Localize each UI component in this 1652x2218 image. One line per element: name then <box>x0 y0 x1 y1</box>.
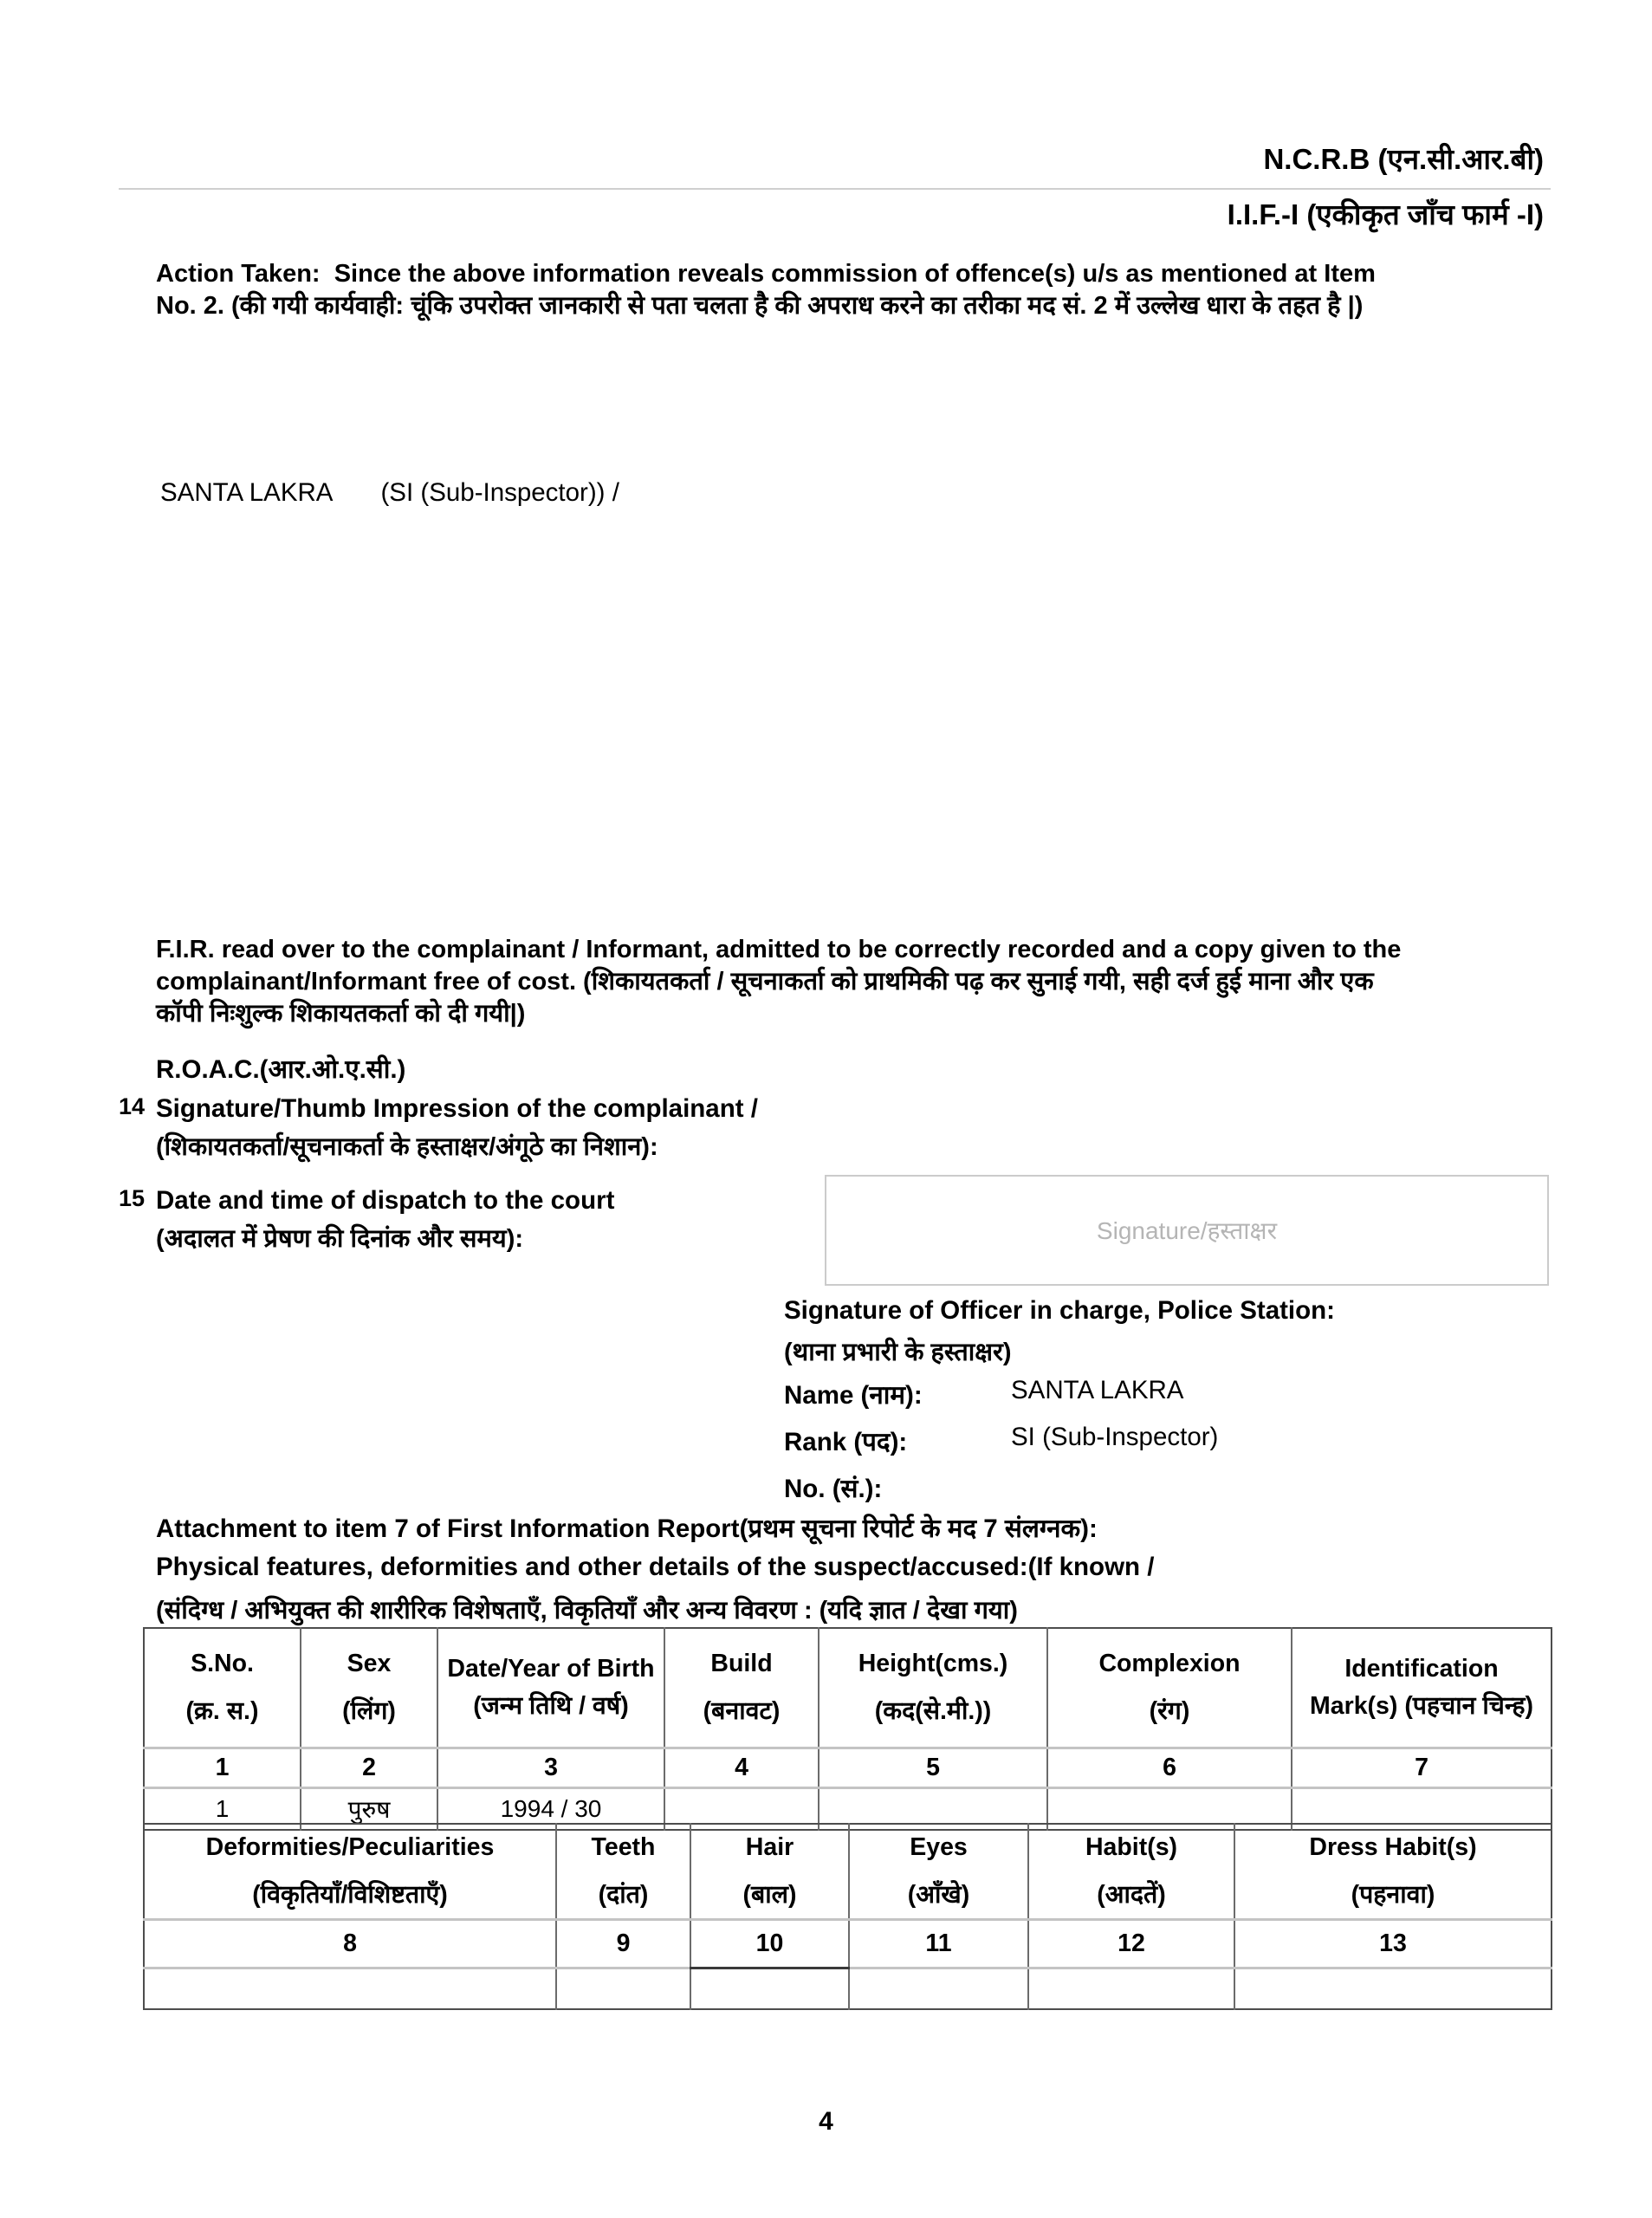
item-15-label-en: Date and time of dispatch to the court <box>156 1186 615 1215</box>
column-header-teeth: Teeth (दांत) <box>556 1824 690 1919</box>
roac-line: R.O.A.C.(आर.ओ.ए.सी.) <box>156 1055 406 1084</box>
column-header-sex: Sex (लिंग) <box>301 1628 437 1748</box>
item-14-label-en: Signature/Thumb Impression of the complainant / <box>156 1094 758 1123</box>
physical-column-numbers-row <box>144 1748 1552 1787</box>
table-data-cell <box>849 1968 1028 2009</box>
officer-no-row <box>784 1469 1442 1505</box>
column-number-cell-s-no: 1 <box>144 1748 301 1787</box>
investigating-officer-name: SANTA LAKRA <box>160 478 334 507</box>
investigating-officer-line <box>160 478 619 508</box>
officer-name-label: Name (नाम): <box>784 1381 923 1410</box>
column-number-cell-teeth: 9 <box>556 1919 690 1968</box>
officer-rank-value: SI (Sub-Inspector) <box>1011 1423 1219 1451</box>
physical-features-heading-en: Physical features, deformities and other details of the suspect/accused:(If known / <box>156 1553 1155 1581</box>
physical-header-row <box>144 1628 1552 1748</box>
column-header-complexion: Complexion (रंग) <box>1047 1628 1292 1748</box>
table-data-cell <box>1234 1968 1552 2009</box>
column-header-s-no: S.No. (क्र. स.) <box>185 1650 259 1725</box>
item-15 <box>119 1182 614 1258</box>
item-14-label-hi: (शिकायतकर्ता/सूचनाकर्ता के हस्ताक्षर/अंगूठे का निशान): <box>156 1133 658 1161</box>
physical-features-table <box>143 1627 1552 1831</box>
column-header-identification-mark-s: Identification Mark(s) (पहचान चिन्ह) <box>1292 1628 1552 1748</box>
column-header-deformities-peculiarities: Deformities/Peculiarities (विकृतियाँ/विशिष्टताएँ) <box>205 1833 495 1909</box>
ncrb-title: N.C.R.B (एन.सी.आर.बी) <box>1263 143 1544 175</box>
habits-table <box>143 1823 1552 2010</box>
column-header-dress-habit-s: Dress Habit(s) (पहनावा) <box>1234 1824 1552 1919</box>
habits-column-numbers-row <box>144 1919 1552 1968</box>
table-data-cell <box>556 1968 690 2009</box>
item-15-label-hi: (अदालत में प्रेषण की दिनांक और समय): <box>156 1225 524 1253</box>
column-number-cell-dress-habit-s: 13 <box>1234 1919 1552 1968</box>
column-header-build: Build (बनावट) <box>664 1628 819 1748</box>
fir-readover-paragraph: F.I.R. read over to the complainant / Informant, admitted to be correctly recorded and a copy given to the complainant/Informant free of cost. (शिकायतकर्ता / सूचनाकर्ता को प्राथमिकी पढ़ कर सुनाई गयी, सही दर्ज हुई माना और एक कॉपी निःशुल्क शिकायतकर्ता को दी गयी|) <box>156 936 1409 1028</box>
officer-signature-title-en: Signature of Officer in charge, Police Station: <box>784 1296 1335 1325</box>
column-number-cell-identification-mark-s: 7 <box>1292 1748 1552 1787</box>
column-number-cell-build: 4 <box>664 1748 819 1787</box>
table-data-cell: 1994 / 30 <box>437 1787 664 1830</box>
item-14 <box>119 1090 758 1166</box>
officer-rank-row <box>784 1423 1442 1458</box>
table-data-cell: पुरुष <box>301 1787 437 1830</box>
column-number-cell-eyes: 11 <box>849 1919 1028 1968</box>
signature-box <box>825 1175 1549 1286</box>
officer-no-label: No. (सं.): <box>784 1475 883 1503</box>
physical-features-heading-hi: (संदिग्ध / अभियुक्त की शारीरिक विशेषताएँ, विकृतियाँ और अन्य विवरण : (यदि ज्ञात / देखा गया) <box>156 1597 1018 1625</box>
signature-placeholder: Signature/हस्ताक्षर <box>1096 1217 1278 1244</box>
item-15-number: 15 <box>119 1185 146 1211</box>
column-header-hair: Hair (बाल) <box>690 1824 849 1919</box>
page-number: 4 <box>819 2107 833 2136</box>
officer-name-row <box>784 1376 1442 1411</box>
column-number-cell-date-year-of-birth: 3 <box>437 1748 664 1787</box>
table-data-cell <box>144 1968 556 2009</box>
column-number-cell-deformities-peculiarities: 8 <box>144 1919 556 1968</box>
column-header-height-cms: Height(cms.) (कद(से.मी.)) <box>819 1628 1047 1748</box>
header-divider <box>119 188 1551 190</box>
investigating-officer-rank: (SI (Sub-Inspector)) / <box>380 478 619 507</box>
habits-data-row <box>144 1968 1552 2009</box>
attachment-heading: Attachment to item 7 of First Information Report(प्रथम सूचना रिपोर्ट के मद 7 संलग्नक): <box>156 1514 1098 1543</box>
column-number-cell-habit-s: 12 <box>1028 1919 1234 1968</box>
column-number-cell-height-cms: 5 <box>819 1748 1047 1787</box>
habits-header-row <box>144 1824 1552 1919</box>
column-header-habit-s: Habit(s) (आदतें) <box>1028 1824 1234 1919</box>
officer-rank-label: Rank (पद): <box>784 1428 908 1456</box>
table-data-cell <box>690 1968 849 2009</box>
iif-title: I.I.F.-I (एकीकृत जाँच फार्म -I) <box>1227 198 1544 230</box>
column-number-cell-complexion: 6 <box>1047 1748 1292 1787</box>
officer-name-value: SANTA LAKRA <box>1011 1376 1184 1404</box>
column-number-cell-hair: 10 <box>690 1919 849 1968</box>
column-header-date-year-of-birth: Date/Year of Birth (जन्म तिथि / वर्ष) <box>437 1628 664 1748</box>
action-taken-paragraph: Action Taken: Since the above information reveals commission of offence(s) u/s as mentioned at Item No. 2. (की गयी कार्यवाही: चूंकि उपरोक्त जानकारी से पता चलता है की अपराध करने का तरीका मद सं. 2 में उल्लेख धारा के तहत है |) <box>156 260 1383 320</box>
column-number-cell-sex: 2 <box>301 1748 437 1787</box>
table-data-cell <box>1028 1968 1234 2009</box>
column-header-eyes: Eyes (आँखे) <box>849 1824 1028 1919</box>
table-data-cell: 1 <box>144 1787 301 1830</box>
officer-signature-title-hi: (थाना प्रभारी के हस्ताक्षर) <box>784 1339 1012 1366</box>
item-14-number: 14 <box>119 1093 146 1119</box>
